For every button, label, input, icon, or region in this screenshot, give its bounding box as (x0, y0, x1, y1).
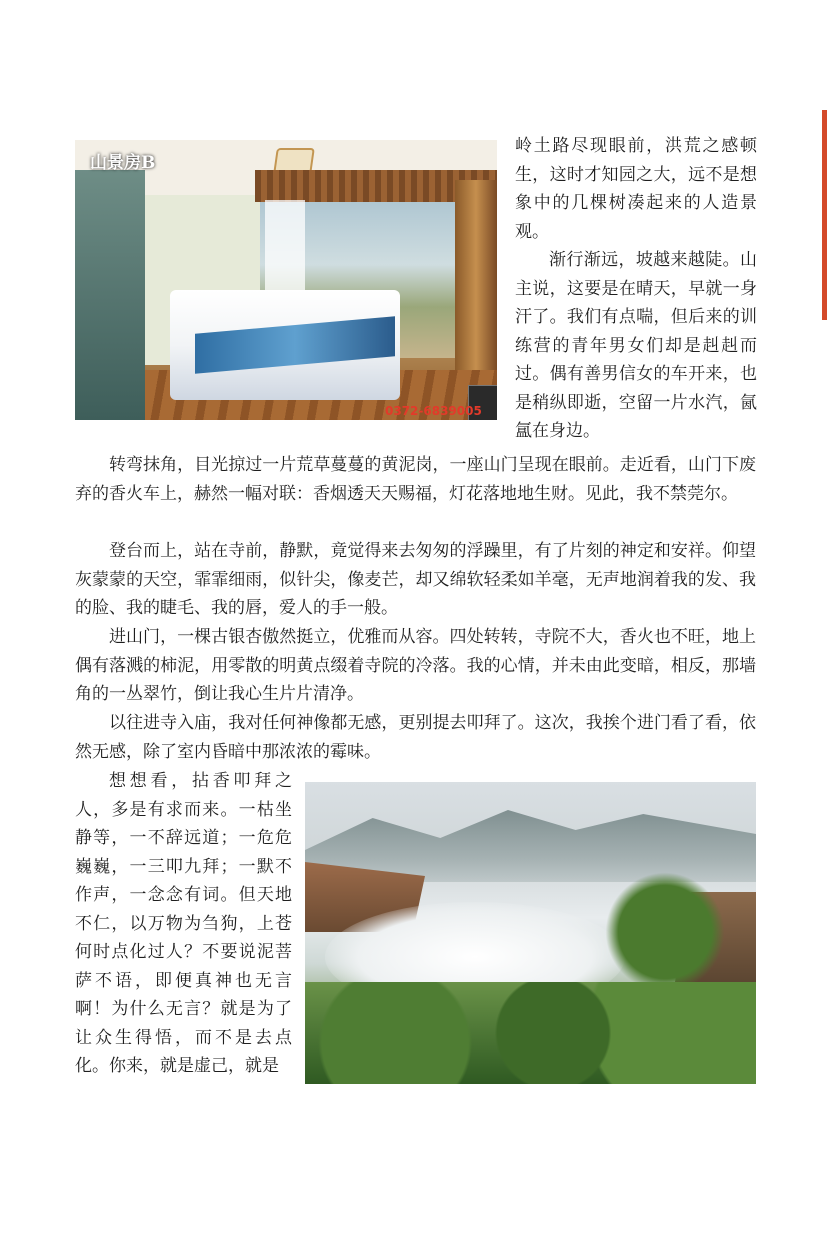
photo-caption: 山景房B (90, 153, 156, 173)
article-paragraph-1: 岭土路尽现眼前，洪荒之感顿生，这时才知园之大，远不是想象中的几棵树凑起来的人造景观。 (515, 136, 757, 242)
article-paragraph-3: 转弯抹角，目光掠过一片荒草蔓蔓的黄泥岗，一座山门呈现在眼前。走近看，山门下废弃的香火车上，赫然一幅对联：香烟透天天赐福，灯花落地地生财。见此，我不禁莞尔。 (75, 455, 756, 504)
edge-color-strip (822, 110, 827, 320)
room-photo (75, 140, 497, 420)
glass-shower-wall (75, 170, 145, 420)
article-paragraph-5: 进山门，一棵古银杏傲然挺立，优雅而从容。四处转转，寺院不大，香火也不旺，地上偶有落溅的柿泥，用零散的明黄点缀着寺院的冷落。我的心情，并未由此变暗，相反，那墙角的一丛翠竹，倒让我心生片片清净。 (75, 627, 756, 704)
article-paragraph-4: 登台而上，站在寺前，静默，竟觉得来去匆匆的浮躁里，有了片刻的神定和安祥。仰望灰蒙蒙的天空，霏霏细雨，似针尖，像麦芒，却又绵软轻柔如羊毫，无声地润着我的发、我的脸、我的睫毛、我的唇，爱人的手一般。 (75, 541, 756, 618)
mountain-photo (305, 782, 756, 1084)
article-paragraph-7: 想想看，拈香叩拜之人，多是有求而来。一枯坐静等，一不辞远道；一危危巍巍，一三叩九拜；一默不作声，一念念有词。但天地不仁，以万物为刍狗，上苍何时点化过人？不要说泥菩萨不语，即便真神也无言啊！为什么无言？就是为了让众生得悟，而不是去点化。你来，就是虚己，就是 (75, 771, 292, 1076)
cliff-trees (605, 872, 725, 992)
side-curtain (455, 180, 497, 380)
phone-number: 0372-6839005 (385, 404, 482, 418)
foreground-trees (305, 982, 756, 1084)
article-paragraph-6: 以往进寺入庙，我对任何神像都无感，更别提去叩拜了。这次，我挨个进门看了看，依然无感，除了室内昏暗中那浓浓的霉味。 (75, 713, 756, 762)
article-paragraph-2: 渐行渐远，坡越来越陡。山主说，这要是在晴天，早就一身汗了。我们有点喘，但后来的训练营的青年男女们却是赳赳而过。偶有善男信女的车开来，也是稍纵即逝，空留一片水汽，氤氲在身边。 (515, 250, 757, 441)
